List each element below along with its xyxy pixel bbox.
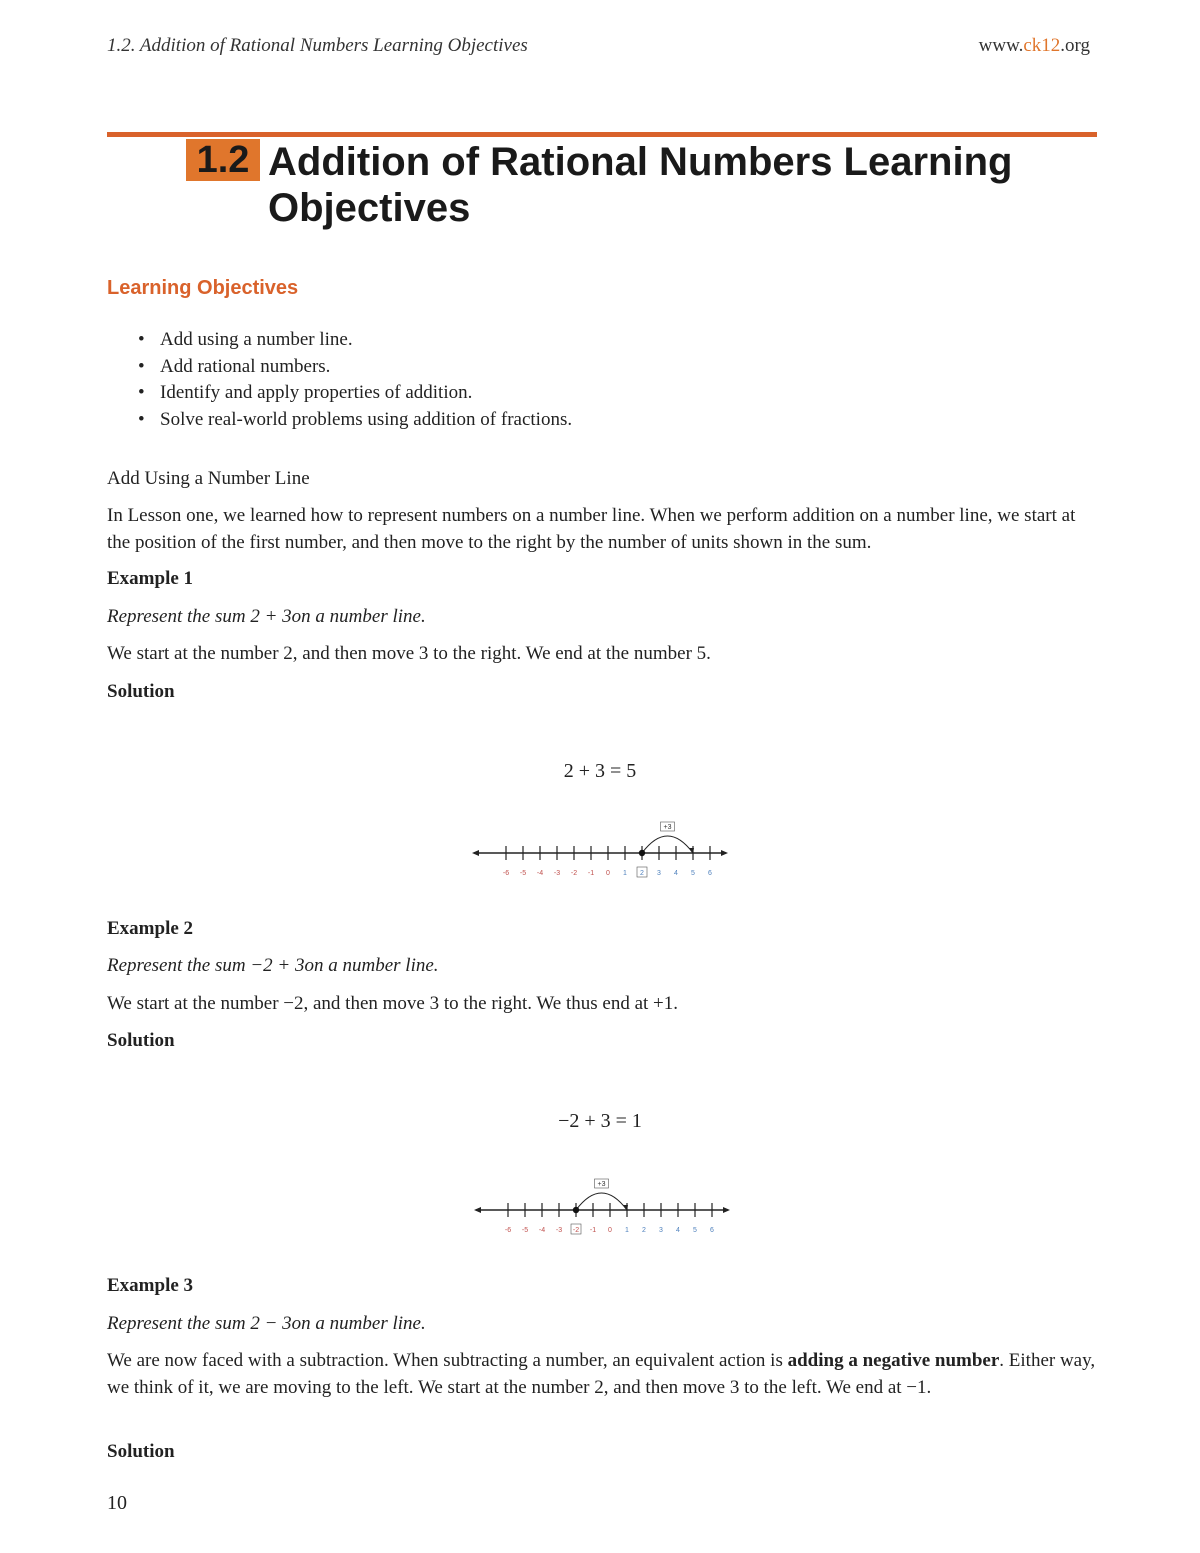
axis-arrow-left-icon	[472, 850, 479, 856]
tick-label: -1	[589, 1227, 597, 1234]
tick-label: -5	[519, 870, 527, 877]
objectives-heading: Learning Objectives	[107, 277, 299, 299]
running-header-title: 1.2. Addition of Rational Numbers Learning Objectives	[107, 35, 528, 56]
bullet-icon: •	[138, 355, 145, 377]
url-prefix: www.	[978, 35, 1024, 56]
tick-label: 1	[623, 870, 627, 877]
section-title: Add Using a Number Line	[107, 468, 310, 489]
example-2-label: Example 2	[107, 918, 194, 939]
tick-label: -3	[553, 870, 561, 877]
emphasis-text: adding a negative number	[787, 1350, 1000, 1371]
site-url[interactable]	[979, 35, 1090, 57]
chapter-number-badge: 1.2	[186, 139, 260, 181]
tick-label: 5	[693, 1227, 697, 1234]
page-number: 10	[107, 1492, 127, 1514]
axis-arrow-right-icon	[723, 1207, 730, 1213]
example-3-solution-label: Solution	[107, 1441, 175, 1462]
objectives-list	[138, 327, 572, 433]
jump-arc	[576, 1193, 627, 1210]
tick-label: 0	[608, 1227, 612, 1234]
axis-arrow-left-icon	[474, 1207, 481, 1213]
tick-label: -6	[504, 1227, 512, 1234]
tick-label: -5	[521, 1227, 529, 1234]
tick-label: -2	[572, 1227, 580, 1234]
example-3-label: Example 3	[107, 1275, 194, 1296]
tick-label: 5	[691, 870, 695, 877]
example-1-label: Example 1	[107, 568, 194, 589]
section-intro: In Lesson one, we learned how to represent numbers on a number line. When we perform addition on a number line, we start at the position of the first number, and then move to the right by the number of units shown in the sum.	[107, 505, 1076, 553]
url-brand: ck12	[1023, 35, 1061, 56]
chapter-rule	[107, 132, 1097, 137]
tick-label: 1	[625, 1227, 629, 1234]
chapter-title: Addition of Rational Numbers Learning Objectives	[268, 140, 1013, 230]
tick-label: 6	[708, 870, 712, 877]
jump-label: +3	[597, 1181, 606, 1188]
tick-label: 3	[659, 1227, 663, 1234]
bullet-icon: •	[138, 408, 145, 430]
list-item: • Add using a number line.	[138, 327, 572, 354]
start-point	[573, 1207, 579, 1213]
tick-label: 6	[710, 1227, 714, 1234]
tick-label: -2	[570, 870, 578, 877]
example-3-text: We are now faced with a subtraction. When subtracting a number, an equivalent action is adding a negative number. Either way, we think of it, we are moving to the left. We start at the number 2, and then move 3 to the left. We end at −1.	[107, 1350, 1096, 1398]
example-2-text: We start at the number −2, and then move 3 to the right. We thus end at +1.	[107, 993, 679, 1014]
number-line-1	[470, 815, 730, 880]
example-1-equation: 2 + 3 = 5	[563, 760, 637, 782]
tick-label: -4	[536, 870, 544, 877]
start-point	[639, 850, 645, 856]
jump-label: +3	[663, 824, 672, 831]
tick-label: -6	[502, 870, 510, 877]
example-2-equation: −2 + 3 = 1	[558, 1110, 642, 1132]
bullet-icon: •	[138, 329, 145, 350]
tick-label: 4	[674, 870, 678, 877]
jump-arc	[642, 836, 693, 853]
tick-label: 3	[657, 870, 661, 877]
list-item: • Solve real-world problems using addition of fractions.	[138, 407, 572, 434]
example-1-prompt: Represent the sum 2 + 3on a number line.	[107, 606, 426, 627]
example-1-solution-label: Solution	[107, 681, 175, 702]
list-item: • Add rational numbers.	[138, 354, 572, 381]
tick-label: -1	[587, 870, 595, 877]
axis-arrow-right-icon	[721, 850, 728, 856]
bullet-icon: •	[138, 382, 145, 403]
example-3-prompt: Represent the sum 2 − 3on a number line.	[107, 1313, 426, 1334]
tick-label: -4	[538, 1227, 546, 1234]
example-2-solution-label: Solution	[107, 1030, 175, 1051]
tick-label: 4	[676, 1227, 680, 1234]
tick-label: 2	[640, 870, 644, 877]
example-1-text: We start at the number 2, and then move 3 to the right. We end at the number 5.	[107, 643, 711, 664]
tick-label: 0	[606, 870, 610, 877]
number-line-2	[472, 1172, 732, 1237]
url-suffix: .org	[1060, 35, 1090, 56]
tick-label: -3	[555, 1227, 563, 1234]
example-2-prompt: Represent the sum −2 + 3on a number line.	[107, 955, 439, 976]
list-item: • Identify and apply properties of addition.	[138, 380, 572, 407]
tick-label: 2	[642, 1227, 646, 1234]
